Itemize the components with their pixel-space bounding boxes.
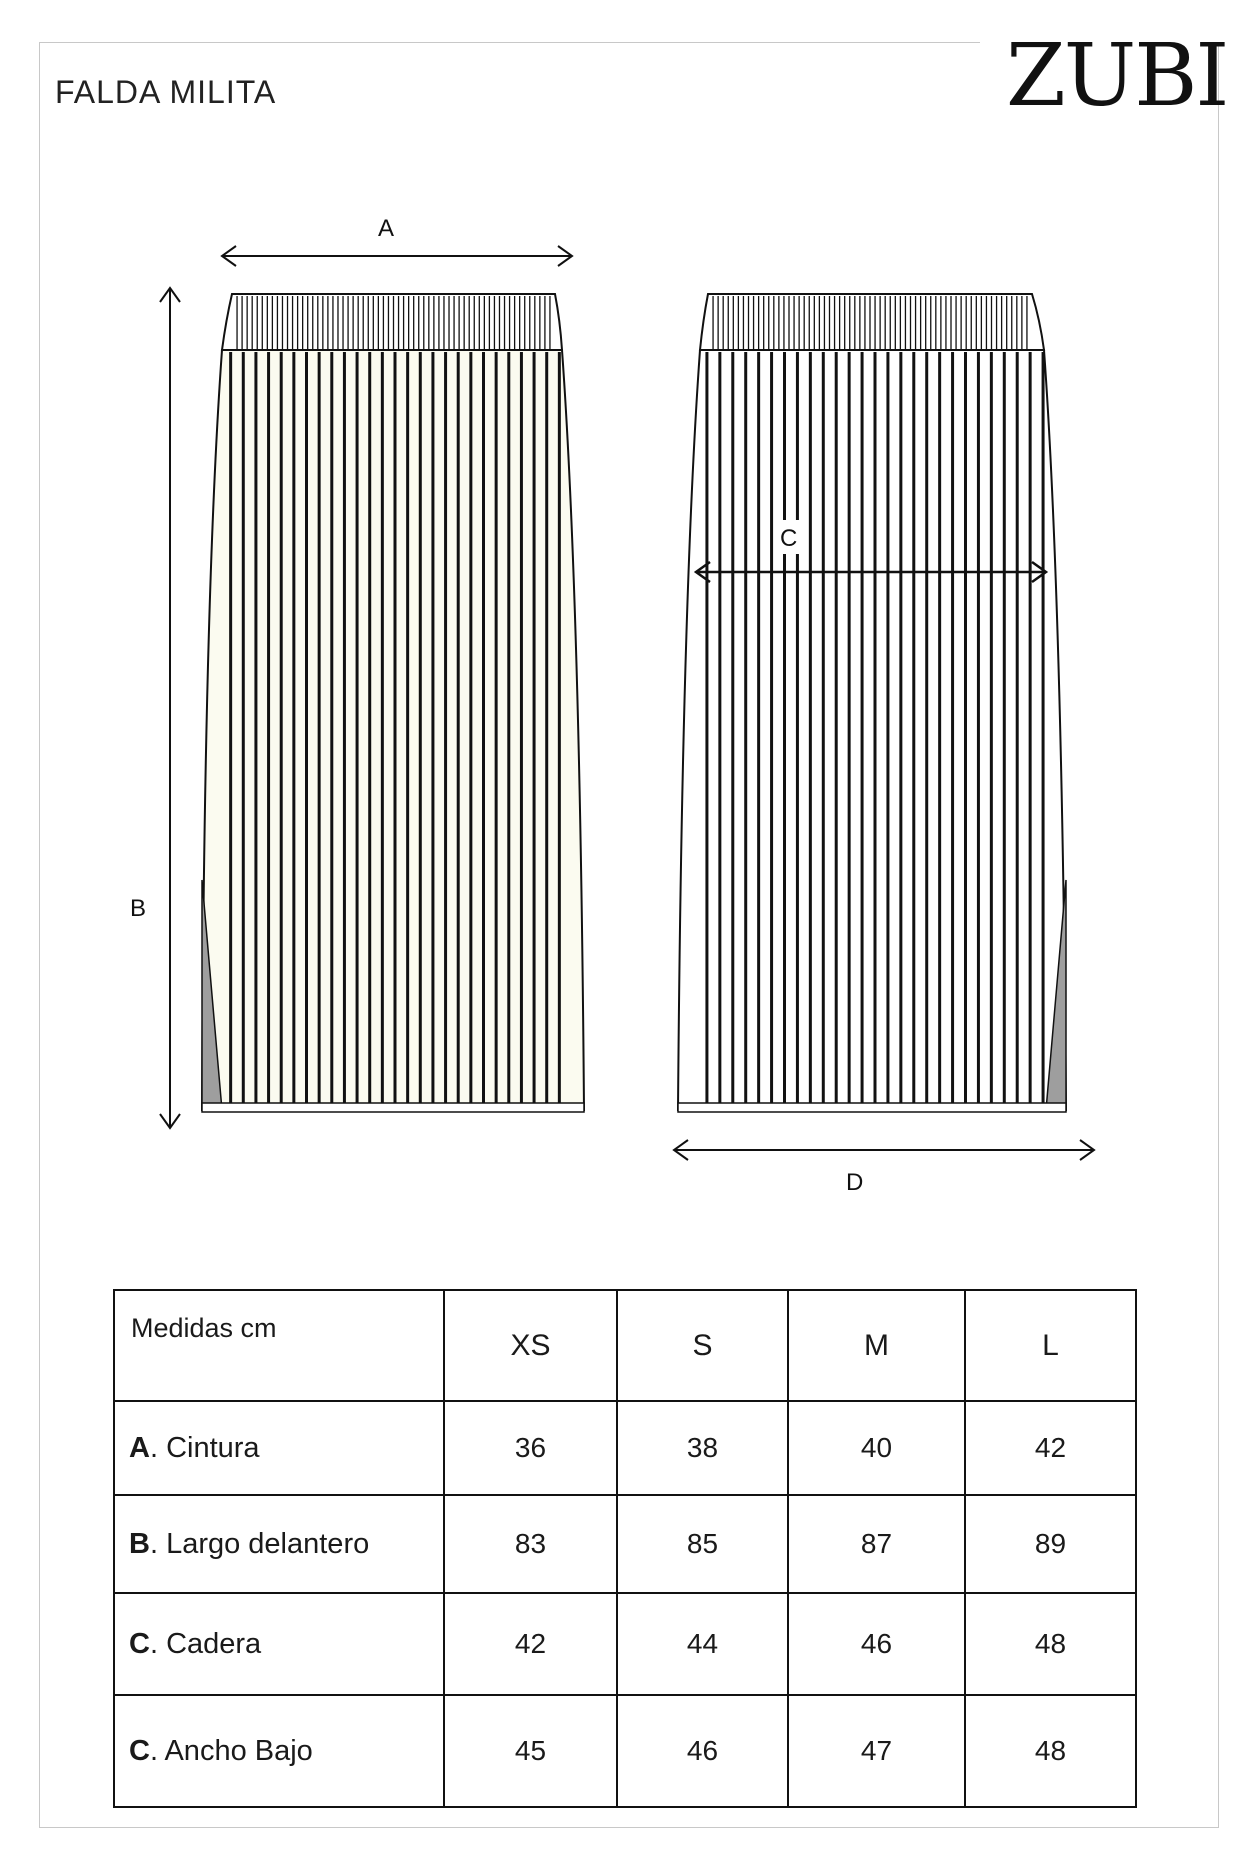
row-label — [114, 1495, 444, 1593]
product-title: FALDA MILITA — [55, 74, 277, 110]
dimension-a — [222, 246, 572, 266]
dimension-a-label: A — [378, 215, 395, 242]
table-cell: 85 — [617, 1495, 788, 1593]
row-name: . Cadera — [149, 1627, 262, 1660]
table-cell: 40 — [788, 1401, 965, 1495]
size-table — [113, 1289, 1137, 1808]
table-cell: 87 — [788, 1495, 965, 1593]
table-cell: 46 — [788, 1593, 965, 1695]
table-cell: 45 — [444, 1695, 617, 1807]
row-name: . Cintura — [149, 1431, 260, 1464]
table-cell: 36 — [444, 1401, 617, 1495]
skirt-front — [202, 294, 584, 1112]
dimension-d — [674, 1140, 1094, 1160]
dimension-c-label: C — [780, 525, 798, 552]
dimension-b-label: B — [130, 895, 147, 922]
table-cell: 42 — [444, 1593, 617, 1695]
table-row — [114, 1495, 1136, 1593]
row-letter: C — [129, 1734, 150, 1767]
dimension-d-label: D — [846, 1169, 864, 1196]
size-header-l: L — [965, 1290, 1136, 1401]
table-row — [114, 1695, 1136, 1807]
row-name: . Largo delantero — [149, 1527, 370, 1560]
row-name: . Ancho Bajo — [149, 1734, 313, 1767]
table-row — [114, 1401, 1136, 1495]
skirt-front-body — [202, 350, 584, 1110]
dimension-b — [160, 288, 180, 1128]
skirt-back — [678, 294, 1066, 1112]
table-cell: 48 — [965, 1695, 1136, 1807]
table-cell: 89 — [965, 1495, 1136, 1593]
table-cell: 83 — [444, 1495, 617, 1593]
row-letter: C — [129, 1627, 150, 1660]
table-cell: 38 — [617, 1401, 788, 1495]
table-cell: 48 — [965, 1593, 1136, 1695]
table-cell: 47 — [788, 1695, 965, 1807]
table-row — [114, 1593, 1136, 1695]
table-cell: 44 — [617, 1593, 788, 1695]
size-header-xs: XS — [444, 1290, 617, 1401]
size-table-corner: Medidas cm — [114, 1290, 444, 1401]
size-table-header — [114, 1290, 1136, 1401]
brand-logo: ZUBI — [1006, 26, 1228, 126]
table-cell: 46 — [617, 1695, 788, 1807]
row-letter: B — [129, 1527, 150, 1560]
skirt-back-hem — [678, 1103, 1066, 1112]
row-label — [114, 1695, 444, 1807]
skirt-back-body — [678, 350, 1066, 1110]
row-letter: A — [129, 1431, 150, 1464]
size-header-s: S — [617, 1290, 788, 1401]
skirt-back-ribs — [707, 352, 1043, 1103]
row-label — [114, 1401, 444, 1495]
skirt-back-waistband — [700, 294, 1044, 350]
skirt-front-ribs — [231, 352, 560, 1103]
row-label — [114, 1593, 444, 1695]
size-header-m: M — [788, 1290, 965, 1401]
table-cell: 42 — [965, 1401, 1136, 1495]
skirt-front-hem — [202, 1103, 584, 1112]
